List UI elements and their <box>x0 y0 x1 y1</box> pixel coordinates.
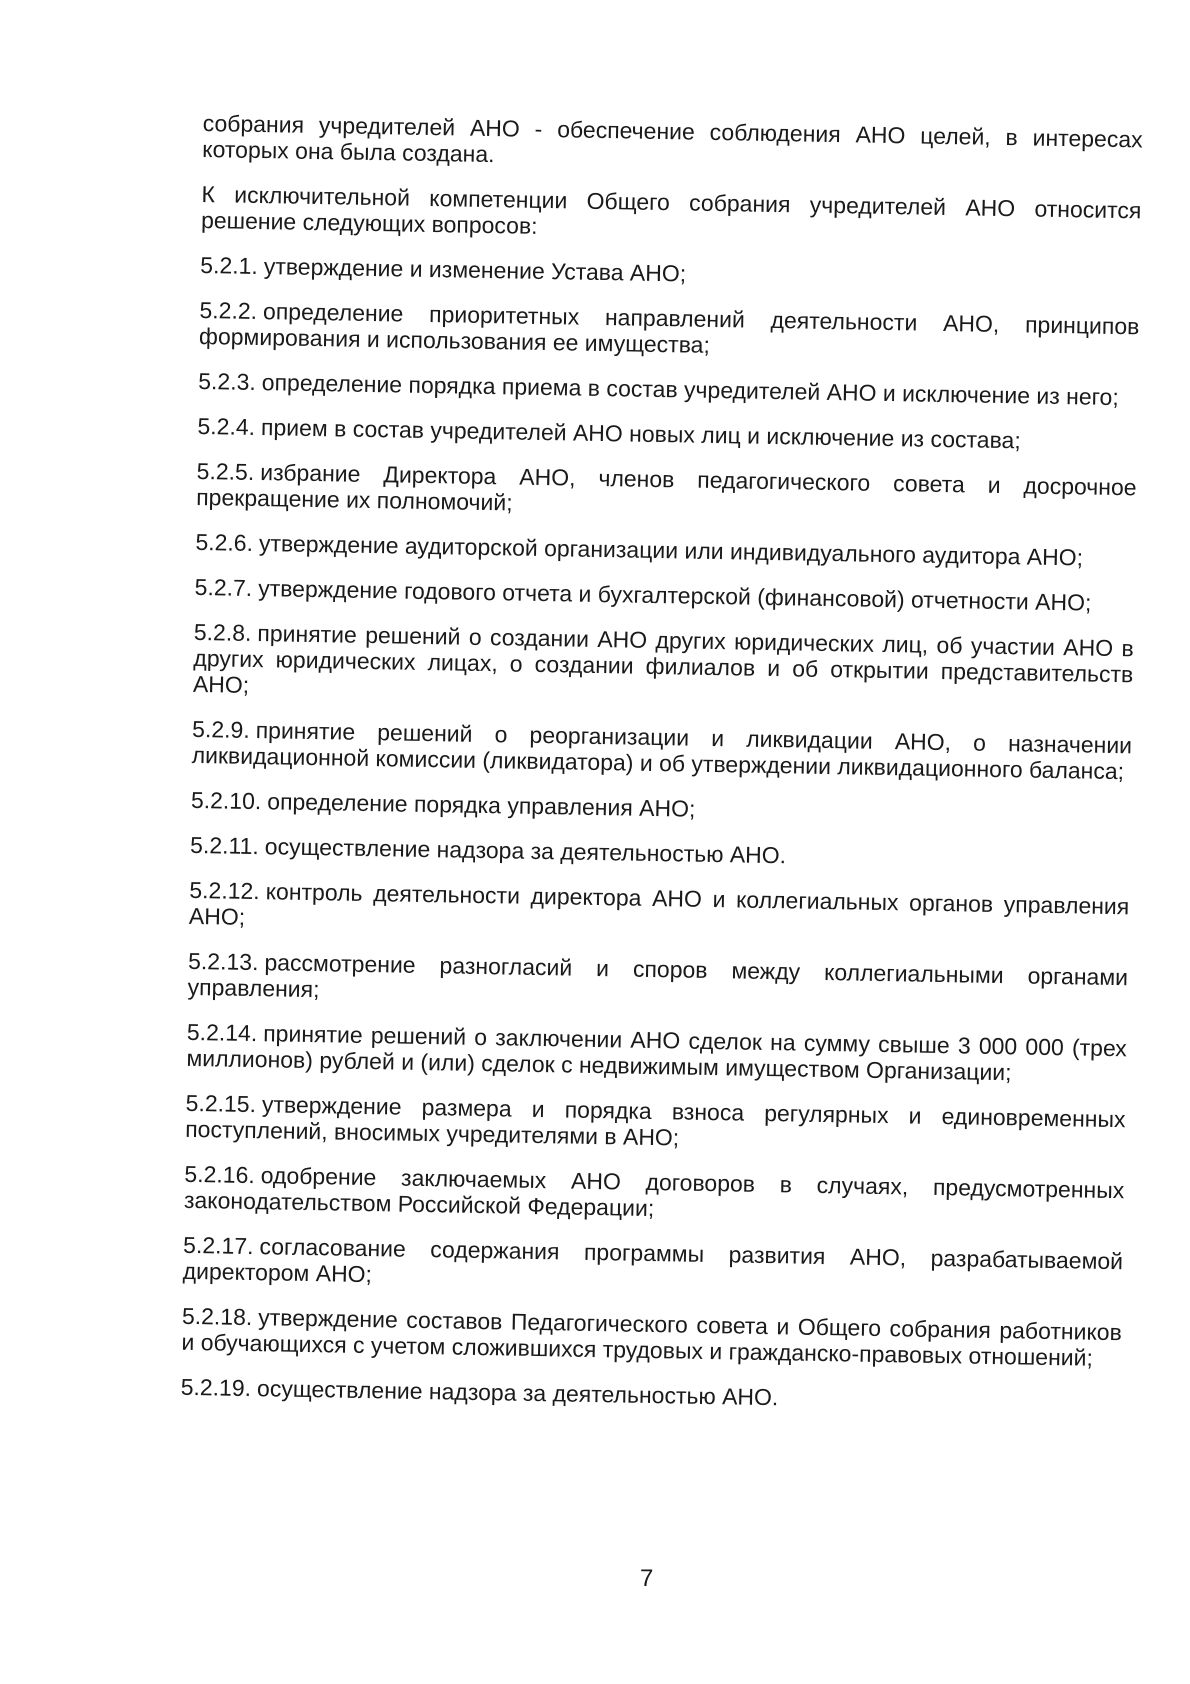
item-number: 5.2.6. <box>195 528 254 556</box>
intro-paragraph: К исключительной компетенции Общего собрания учредителей АНО относится решение следующих вопросов: <box>200 180 1142 239</box>
item-text: избрание Директора АНО, членов педагогического совета и досрочное прекращение их полномочий; <box>196 459 1137 516</box>
item-text: принятие решений о заключении АНО сделок на сумму свыше 3 000 000 (трех миллионов) рублей и (или) сделок с недвижимым имуществом Организации; <box>186 1020 1127 1086</box>
list-item-5-2-10 <box>191 787 1131 829</box>
list-item-5-2-6 <box>195 529 1135 571</box>
page-number: 7 <box>640 1565 654 1592</box>
item-number: 5.2.2. <box>199 296 258 324</box>
list-item-5-2-7 <box>194 574 1134 616</box>
item-number: 5.2.17. <box>182 1231 254 1260</box>
item-text: определение порядка приема в состав учредителей АНО и исключение из него; <box>261 369 1119 411</box>
item-number: 5.2.18. <box>181 1302 253 1331</box>
list-item-5-2-16 <box>184 1161 1125 1229</box>
list-item-5-2-8 <box>193 619 1134 713</box>
item-text: определение приоритетных направлений деятельности АНО, принципов формирования и использования ее имущества; <box>198 298 1140 358</box>
list-item-5-2-18 <box>181 1303 1122 1371</box>
item-number: 5.2.13. <box>187 947 259 976</box>
item-text: прием в состав учредителей АНО новых лиц и исключение из состава; <box>260 414 1021 454</box>
item-text: осуществление надзора за деятельностью АНО. <box>264 833 787 869</box>
item-text: утверждение и изменение Устава АНО; <box>263 253 687 287</box>
list-item-5-2-9 <box>192 716 1133 784</box>
item-number: 5.2.8. <box>193 618 252 646</box>
item-number: 5.2.16. <box>184 1160 255 1189</box>
item-number: 5.2.11. <box>189 831 260 860</box>
item-text: утверждение аудиторской организации или индивидуального аудитора АНО; <box>258 530 1084 571</box>
list-item-5-2-13 <box>187 948 1128 1016</box>
item-text: утверждение составов Педагогического совета и Общего собрания работников и обучающихся с учетом сложившихся трудовых и гражданско-правовых отношений; <box>181 1304 1123 1371</box>
list-item-5-2-1 <box>200 252 1140 294</box>
item-text: утверждение размера и порядка взноса регулярных и единовременных поступлений, вносимых учредителями в АНО; <box>184 1091 1126 1151</box>
item-number: 5.2.1. <box>200 251 259 279</box>
item-text: определение порядка управления АНО; <box>267 788 696 822</box>
list-item-5-2-4 <box>197 413 1137 455</box>
item-text: одобрение заключаемых АНО договоров в случаях, предусмотренных законодательством Российской Федерации; <box>183 1162 1125 1222</box>
item-number: 5.2.14. <box>186 1018 258 1047</box>
item-number: 5.2.7. <box>194 573 253 601</box>
list-item-5-2-15 <box>185 1090 1126 1158</box>
item-number: 5.2.15. <box>185 1089 257 1118</box>
item-text: принятие решений о создании АНО других юридических лиц, об участии АНО в других юридических лицах, о создании филиалов и об открытии представительств АНО; <box>192 620 1134 698</box>
list-item-5-2-17 <box>183 1232 1124 1300</box>
list-item-5-2-3 <box>198 368 1138 410</box>
list-item-5-2-14 <box>186 1019 1127 1087</box>
list-item-5-2-2 <box>199 297 1140 365</box>
item-number: 5.2.12. <box>189 876 260 905</box>
item-text: утверждение годового отчета и бухгалтерской (финансовой) отчетности АНО; <box>257 575 1092 616</box>
item-number: 5.2.10. <box>190 786 262 815</box>
item-text: осуществление надзора за деятельностью АНО. <box>256 1375 779 1411</box>
item-number: 5.2.19. <box>180 1373 252 1402</box>
item-text: рассмотрение разногласий и споров между коллегиальными органами управления; <box>187 949 1129 1003</box>
item-number: 5.2.3. <box>198 367 257 395</box>
item-text: согласование содержания программы развития АНО, разрабатываемой директором АНО; <box>182 1233 1124 1288</box>
item-text: контроль деятельности директора АНО и коллегиальных органов управления АНО; <box>188 878 1130 930</box>
document-body <box>180 110 1143 1435</box>
list-item-5-2-12 <box>189 877 1130 945</box>
continuation-paragraph: собрания учредителей АНО - обеспечение соблюдения АНО целей, в интересах которых она была создана. <box>202 110 1143 168</box>
item-number: 5.2.9. <box>191 715 250 743</box>
item-text: принятие решений о реорганизации и ликвидации АНО, о назначении ликвидационной комиссии (ликвидатора) и об утверждении ликвидационного баланса; <box>191 717 1133 785</box>
list-item-5-2-5 <box>196 458 1137 526</box>
list-item-5-2-19 <box>180 1374 1120 1416</box>
item-number: 5.2.5. <box>196 457 255 485</box>
item-number: 5.2.4. <box>197 412 256 440</box>
list-item-5-2-11 <box>190 832 1130 874</box>
